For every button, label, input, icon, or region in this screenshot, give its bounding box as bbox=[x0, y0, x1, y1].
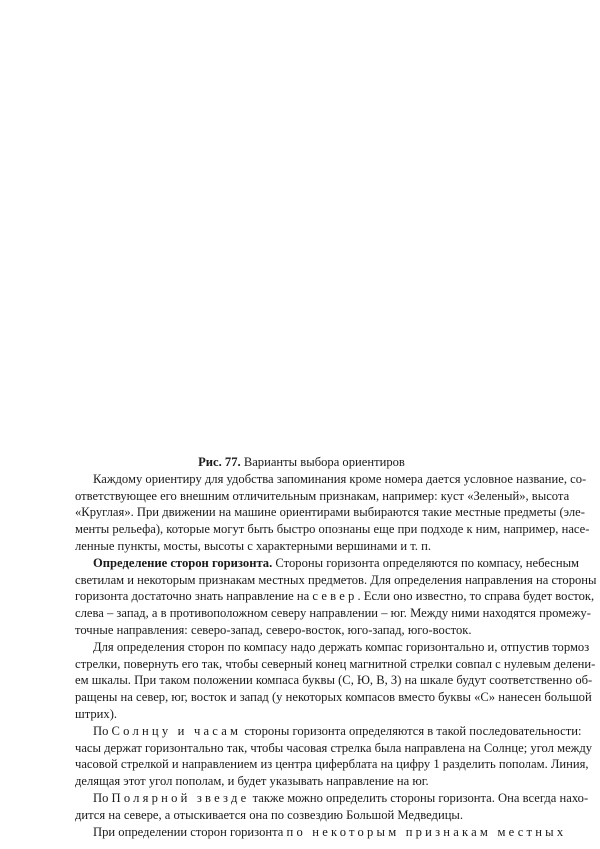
text-line: часы держат горизонтально так, чтобы часовая стрелка была направлена на Солнце; угол между bbox=[75, 740, 593, 755]
text-line: слева – запад, а в противоположном северу направлении – юг. Между ними находятся промежу- bbox=[75, 606, 591, 621]
paragraph-local-signs bbox=[75, 824, 567, 841]
text-line: Определение сторон горизонта. Стороны горизонта определяются по компасу, небесным bbox=[93, 555, 579, 570]
paragraph-sun-and-clock bbox=[75, 723, 593, 790]
text-line: По Солнцу и часам стороны горизонта определяются в такой последовательности: bbox=[93, 723, 582, 738]
text-line: «Круглая». При движении на машине ориентирами выбираются такие местные предметы (эле- bbox=[75, 505, 585, 520]
text-line: ращены на север, юг, восток и запад (у некоторых компасов вместо буквы «С» нанесен большой bbox=[75, 690, 592, 705]
text-line: ленные пункты, мосты, высоты с характерными вершинами и т. п. bbox=[75, 538, 431, 553]
text-line: светилам и некоторым признакам местных предметов. Для определения направления на стороны bbox=[75, 572, 597, 587]
text-line: штрих). bbox=[75, 706, 118, 721]
text-line: ем шкалы. При таком положении компаса буквы (С, Ю, В, З) на шкале будут соответственно об- bbox=[75, 673, 593, 688]
text-line: горизонта достаточно знать направление на север. Если оно известно, то справа будет восток, bbox=[75, 589, 595, 604]
section-heading: Определение сторон горизонта. bbox=[93, 555, 273, 570]
text-line: точные направления: северо-запад, северо-восток, юго-запад, юго-восток. bbox=[75, 622, 472, 637]
text-line: ответствующее его внешним отличительным признакам, например: куст «Зеленый», высота bbox=[75, 488, 570, 503]
text-line: Для определения сторон по компасу надо держать компас горизонтально и, отпустив тормоз bbox=[93, 639, 590, 654]
text-line: стрелки, повернуть его так, чтобы северный конец магнитной стрелки совпал с нулевым делени- bbox=[75, 656, 596, 671]
text-line: часовой стрелкой и направлением из центра циферблата на цифру 1 разделить пополам. Линия, bbox=[75, 757, 589, 772]
paragraph-horizon-directions bbox=[75, 555, 597, 639]
text-line: При определении сторон горизонта по некоторым признакам местных bbox=[93, 824, 567, 839]
document-page bbox=[75, 454, 597, 840]
figure-caption: Рис. 77. Варианты выбора ориентиров bbox=[198, 455, 405, 469]
paragraph-landmark-names bbox=[75, 471, 590, 555]
text-line: менты рельефа), которые могут быть быстро опознаны еще при подходе к ним, например, насе- bbox=[75, 522, 590, 537]
text-line: Каждому ориентиру для удобства запоминания кроме номера дается условное название, со- bbox=[93, 471, 587, 486]
text-line: По Полярной звезде также можно определить стороны горизонта. Она всегда нахо- bbox=[93, 790, 589, 805]
text-line: дится на севере, а отыскивается она по созвездию Большой Медведицы. bbox=[75, 807, 464, 822]
text-line: делящая этот угол пополам, и будет указывать направление на юг. bbox=[75, 774, 429, 789]
paragraph-polar-star bbox=[75, 790, 589, 824]
paragraph-compass bbox=[75, 639, 596, 723]
